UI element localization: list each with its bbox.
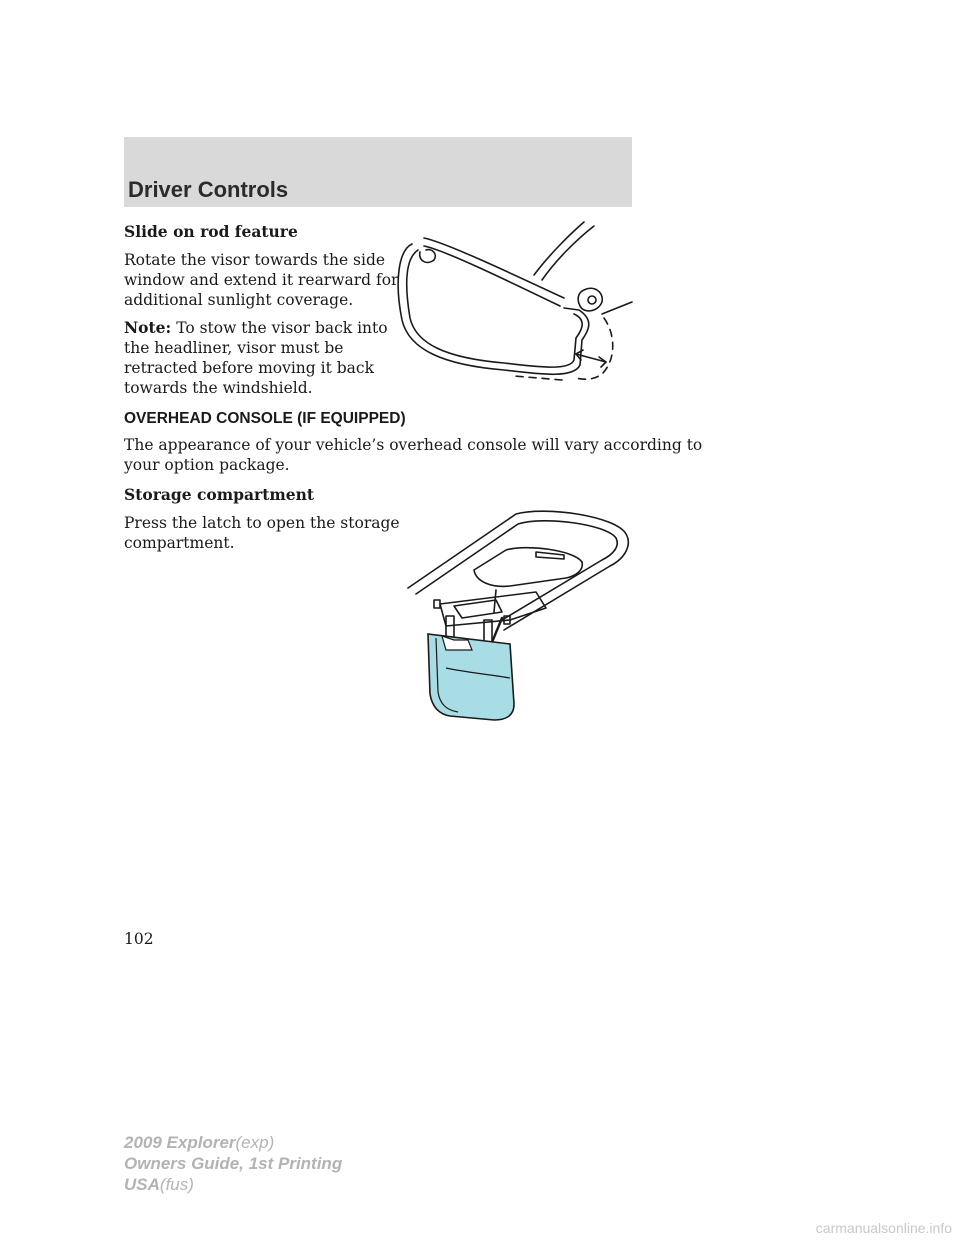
storage-body-line: compartment. (124, 534, 235, 552)
page-number: 102 (124, 930, 154, 948)
console-section-heading: OVERHEAD CONSOLE (IF EQUIPPED) (124, 410, 406, 427)
footer-printing: Owners Guide, 1st Printing (124, 1154, 343, 1173)
visor-body-line: window and extend it rearward for (124, 271, 399, 289)
document-footer (124, 1132, 342, 1195)
note-text-line: the headliner, visor must be (124, 339, 344, 357)
console-intro-line: your option package. (124, 456, 290, 474)
visor-body-line: Rotate the visor towards the side (124, 251, 386, 269)
footer-model: 2009 Explorer (124, 1133, 236, 1152)
visor-text-block (124, 222, 398, 398)
note-text-line: To stow the visor back into (176, 319, 388, 337)
section-header-band (124, 137, 632, 207)
footer-model-code: (exp) (235, 1133, 275, 1152)
section-title: Driver Controls (128, 177, 289, 202)
storage-subhead: Storage compartment (124, 485, 315, 504)
note-text-line: towards the windshield. (124, 379, 313, 397)
note-text-line: retracted before moving it back (124, 359, 374, 377)
storage-body-line: Press the latch to open the storage (124, 514, 400, 532)
visor-subhead: Slide on rod feature (124, 222, 298, 241)
footer-market: USA (124, 1175, 160, 1194)
footer-market-code: (fus) (159, 1175, 194, 1194)
visor-note (124, 318, 398, 338)
console-intro-line: The appearance of your vehicle’s overhead console will vary according to (124, 436, 703, 454)
overhead-console-illustration (406, 508, 632, 722)
note-label: Note: (124, 318, 172, 337)
visor-body-line: additional sunlight coverage. (124, 291, 354, 309)
sun-visor-illustration (384, 220, 634, 390)
site-watermark: carmanualsonline.info (815, 1220, 952, 1236)
